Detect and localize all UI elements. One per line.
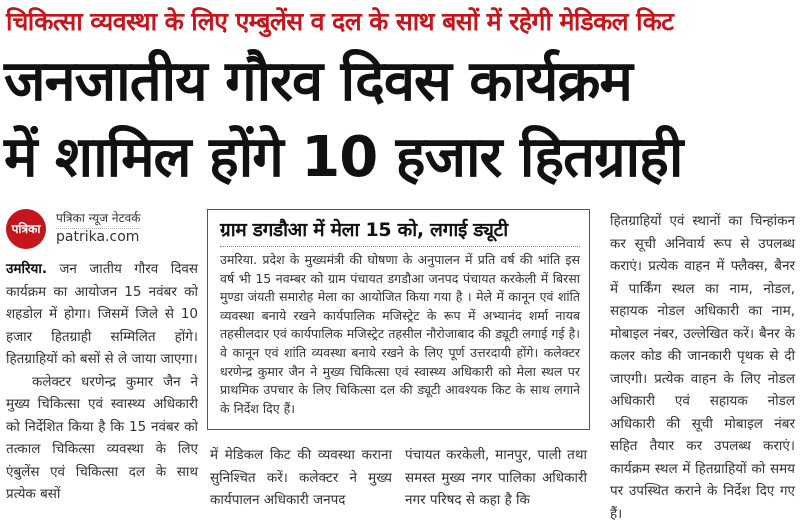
article-column-4	[610, 210, 795, 525]
headline-line-1: जनजातीय गौरव दिवस कार्यक्रम	[4, 49, 632, 114]
column-4-text: हितग्राहियों एवं स्थानों का चिन्हांकन कर सूची अनिवार्य रूप से उपलब्ध कराएं। प्रत्येक वाहन में फ्लैक्स, बैनर में पार्किंग स्थल का नाम, नोडल, सहायक नोडल अधिकारी का नाम, मोबाइल नंबर, उल्लेखित करें। बैनर के कलर कोड की जानकारी पृथक से दी जाएगी। प्रत्येक वाहन के लिए नोडल अधिकारी एवं सहायक नोडल अधिकारी की सूची मोबाइल नंबर सहित तैयार कर उपलब्ध कराएं। कार्यक्रम स्थल में हितग्राहियों को समय पर उपस्थित कराने के निर्देश दिए गए हैं।	[610, 213, 795, 522]
sidebar-box-title: ग्राम डगडौआ में मेला 15 को, लगाई ड्यूटी	[220, 216, 580, 247]
dateline: उमरिया.	[6, 261, 47, 277]
article-paragraph-2: कलेक्टर धरणेन्द्र कुमार जैन ने मुख्य चिकित्सा एवं स्वास्थ्य अधिकारी को निर्देशित किया है कि 15 नवंबर को तत्काल चिकित्सा व्यवस्था के लिए एंबुलेंस एवं चिकित्सा दल के साथ प्रत्येक बसों	[6, 373, 198, 502]
patrika-logo-icon: पत्रिका	[6, 209, 46, 249]
sidebar-box	[207, 209, 590, 430]
column-2-text: में मेडिकल किट की व्यवस्था कराना सुनिश्चित करें। कलेक्टर ने मुख्य कार्यपालन अधिकारी जनपद	[210, 447, 392, 508]
main-headline	[4, 44, 796, 196]
site-url: patrika.com	[56, 229, 140, 245]
byline-brand	[6, 207, 196, 247]
column-3-text: पंचायत करकेली, मानपुर, पाली तथा समस्त मुख्य नगर पालिका अधिकारी नगर परिषद से कहा है कि	[405, 447, 587, 508]
headline-line-2: में शामिल होंगे 10 हजार हितग्राही	[4, 125, 683, 190]
article-column-2	[210, 444, 392, 512]
sidebar-box-body: उमरिया. प्रदेश के मुख्यमंत्री की घोषणा के अनुपालन में प्रति वर्ष की भांति इस वर्ष भी 15 नवम्बर को ग्राम पंचायत डगडौआ जनपद पंचायत करकेली में बिरसा मुण्डा जंयती समारोह मेला का आयोजित किया गया है । मेले में कानून एवं शांति व्यवस्था बनाये रखने कार्यपालिक मजिस्ट्रेट के रूप में अभ्यानंद शर्मा नायब तहसीलदार एवं कार्यपालिक मजिस्ट्रेट तहसील नौरोजाबाद की ड्यूटी लगाई गई है। वे कानून एवं शांति व्यवस्था बनाये रखने के लिए पूर्ण उत्तरदायी होंगे। कलेक्टर धरणेन्द्र कुमार जैन ने मुख्य चिकित्सा एवं स्वास्थ्य अधिकारी को मेला स्थल पर प्राथमिक उपचार के लिए चिकित्सा दल की ड्यूटी आवश्यक किट के साथ लगाने के निर्देश दिए हैं।	[220, 252, 580, 416]
paragraph-text: जन जातीय गौरव दिवस कार्यक्रम का आयोजन 15 नवंबर को शहडोल में होगा। जिसमें जिले से 10 हजार हितग्राही सम्मिलित होंगे। हितग्राहियों को बसों से ले जाया जाएगा।	[6, 261, 199, 367]
article-column-3	[405, 444, 587, 512]
article-column-1	[6, 258, 198, 506]
article-paragraph-1	[6, 258, 198, 371]
kicker-headline: चिकित्सा व्यवस्था के लिए एम्बुलेंस व दल के साथ बसों में रहेगी मेडिकल किट	[6, 7, 674, 36]
news-network-label: पत्रिका न्यूज नेटवर्क	[56, 209, 141, 229]
